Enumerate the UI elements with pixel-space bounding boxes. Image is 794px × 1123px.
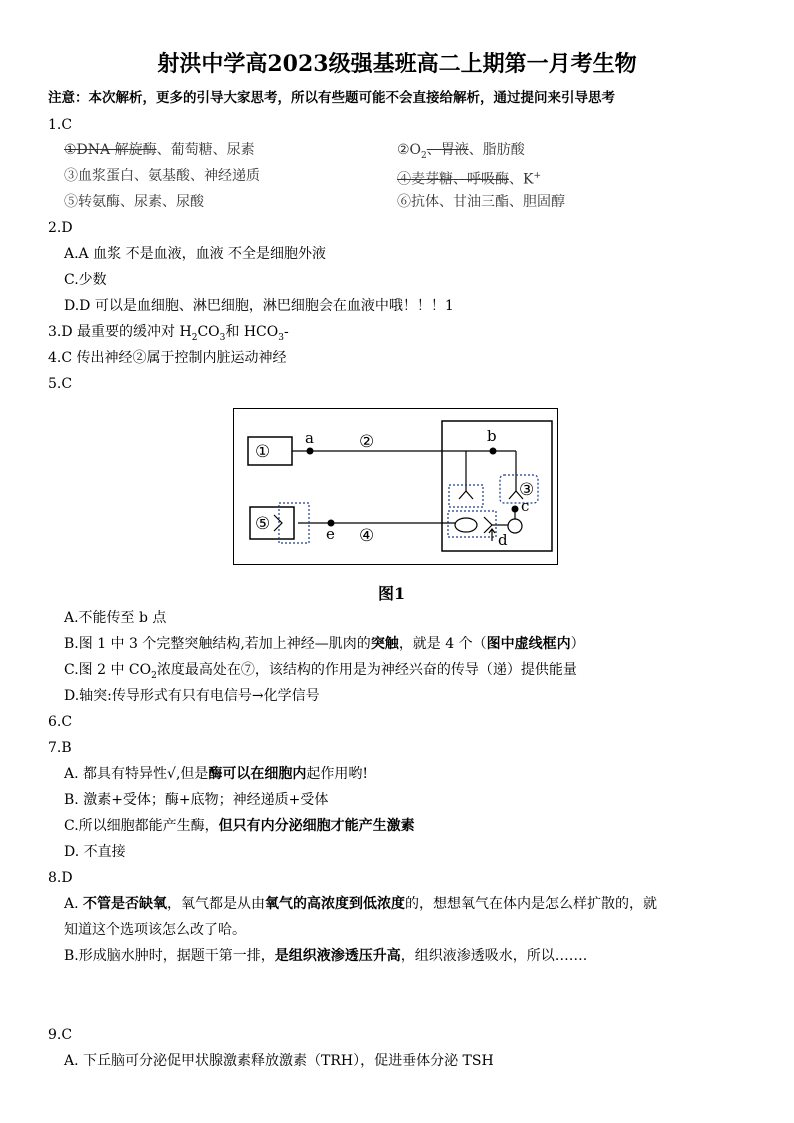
point-b (490, 448, 497, 455)
neuron-body-1 (455, 518, 477, 532)
q2-answer: 2.D (48, 220, 73, 236)
note: 注意：本次解析，更多的引导大家思考，所以有些题可能不会直接给解析，通过提问来引导思考 (48, 90, 615, 106)
figure-caption: 图1 (378, 584, 406, 603)
q1-option-6: ⑥抗体、甘油三酯、胆固醇 (397, 194, 565, 210)
label-3: ③ (519, 480, 535, 500)
q5-option-d: D.轴突:传导形式有只有电信号→化学信号 (64, 688, 320, 704)
label-d: d (498, 531, 508, 549)
q7-answer: 7.B (48, 740, 72, 756)
q1-option-2: $②O_2$、胃液、脂肪酸 (397, 142, 525, 161)
reflex-arc-diagram (234, 409, 556, 563)
spinal-cord-box (442, 421, 552, 551)
label-b: b (487, 427, 497, 445)
q8-option-a-cont: 知道这个选项该怎么改了哈。 (64, 922, 246, 938)
label-1: ① (255, 442, 271, 462)
point-c (512, 506, 519, 513)
label-5: ⑤ (255, 514, 271, 534)
page-title: 射洪中学高2023级强基班高二上期第一月考生物 (157, 51, 637, 77)
q5-answer: 5.C (48, 376, 73, 392)
q8-answer: 8.D (48, 870, 73, 886)
q9-option-a: A. 下丘脑可分泌促甲状腺激素释放激素（TRH），促进垂体分泌 TSH (64, 1053, 494, 1069)
q2-option-c: C.少数 (64, 272, 107, 288)
q5-option-b: B.图 1 中 3 个完整突触结构,若加上神经—肌肉的突触，就是 4 个（图中虚线框内） (64, 636, 585, 652)
q7-option-b: B. 激素+受体；酶+底物；神经递质+受体 (64, 792, 329, 808)
q8-option-b: B.形成脑水肿时，据题干第一排，是组织液渗透压升高，组织液渗透吸水，所以……. (64, 948, 588, 964)
neuron-body-2 (508, 519, 522, 533)
q2-option-a: A.A 血浆 不是血液，血液 不全是细胞外液 (64, 246, 327, 262)
label-4: ④ (359, 526, 375, 546)
q1-option-5: ⑤转氨酶、尿素、尿酸 (64, 194, 204, 210)
q8-option-a: A. 不管是否缺氧，氧气都是从由氧气的高浓度到低浓度的，想想氧气在体内是怎么样扩散的，就 (64, 896, 658, 912)
q4-answer: 4.C 传出神经②属于控制内脏运动神经 (48, 350, 287, 366)
label-2: ② (359, 432, 375, 452)
reflex-arc-figure (233, 408, 558, 565)
label-a: a (305, 429, 314, 447)
q7-option-c: C.所以细胞都能产生酶，但只有内分泌细胞才能产生激素 (64, 818, 415, 834)
q9-answer: 9.C (48, 1027, 73, 1043)
label-e: e (326, 525, 335, 543)
q1-option-4: ④麦芽糖、呼吸酶、K+ (397, 171, 542, 188)
q7-option-a: A. 都具有特异性√,但是酶可以在细胞内起作用哟! (64, 766, 369, 782)
q2-option-d: D.D 可以是血细胞、淋巴细胞，淋巴细胞会在血液中哦！！！1 (64, 298, 454, 314)
q1-answer: 1.C (48, 117, 73, 133)
q5-option-a: A.不能传至 b 点 (64, 610, 167, 626)
q3-answer: 3.D 最重要的缓冲对 $H_2CO_3$和 $HCO_3-$ (48, 324, 289, 343)
q5-option-c: C.图 2 中 $CO_2$浓度最高处在⑦，该结构的作用是为神经兴奋的传导（递）提供能量 (64, 662, 577, 681)
q1-option-1: ①DNA 解旋酶、葡萄糖、尿素 (64, 142, 255, 158)
label-c: c (521, 497, 530, 515)
q6-answer: 6.C (48, 714, 73, 730)
q7-option-d: D. 不直接 (64, 844, 126, 860)
q1-option-3: ③血浆蛋白、氨基酸、神经递质 (64, 168, 260, 184)
